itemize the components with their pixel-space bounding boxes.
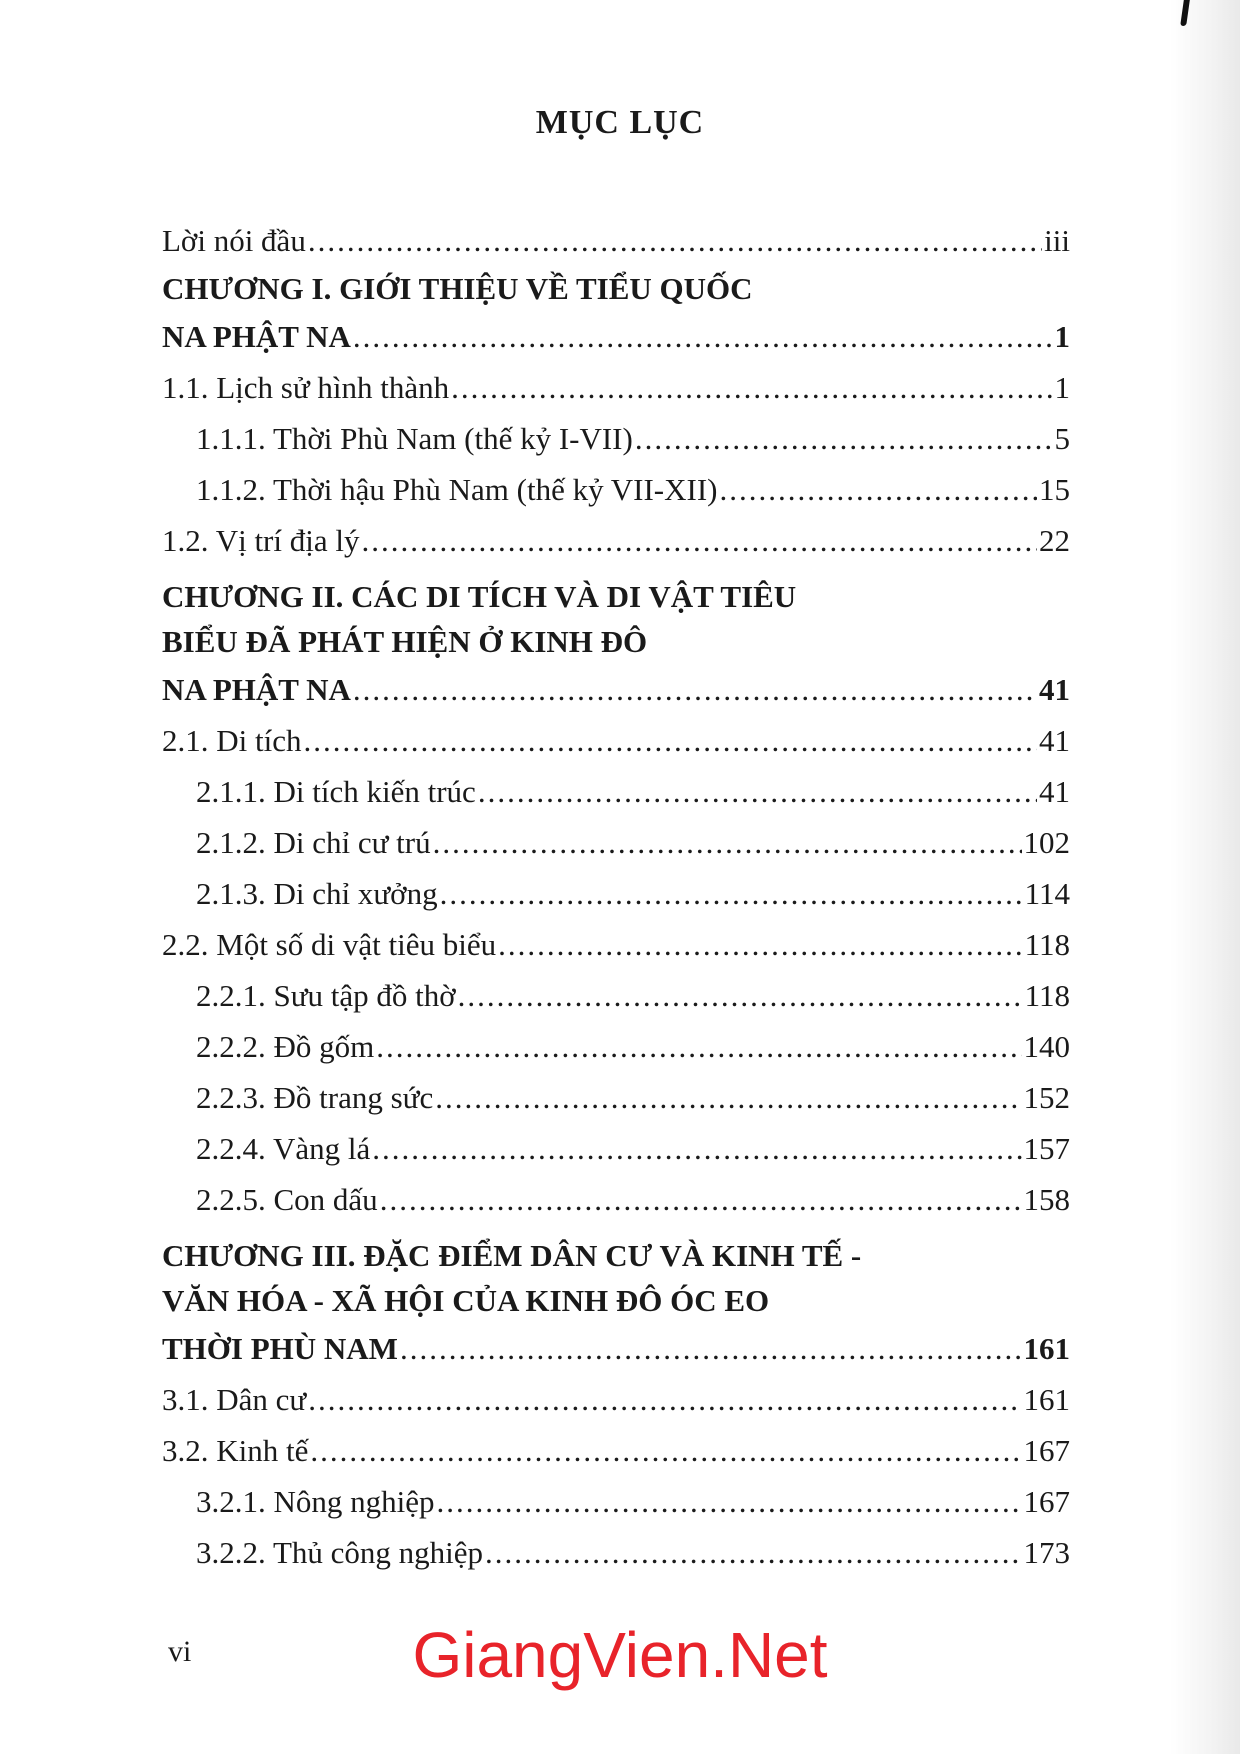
toc-entry-label: THỜI PHÙ NAM	[162, 1331, 398, 1366]
toc-entry-page: 118	[1024, 978, 1070, 1013]
dot-leader	[635, 413, 1053, 464]
toc-subsection[interactable]	[162, 1072, 1070, 1123]
dot-leader	[478, 766, 1037, 817]
toc-chapter-heading[interactable]	[162, 1233, 1070, 1278]
toc-entry-page: 41	[1039, 672, 1070, 707]
toc-entry-label: 2.2.4. Vàng lá	[196, 1131, 371, 1166]
dot-leader	[498, 919, 1023, 970]
dot-leader	[440, 868, 1023, 919]
toc-entry-label: 1.2. Vị trí địa lý	[162, 523, 360, 558]
toc-entry-page: iii	[1044, 223, 1070, 258]
toc-entry-label: NA PHẬT NA	[162, 672, 351, 707]
toc-entry-label: 2.2.1. Sưu tập đồ thờ	[196, 978, 456, 1013]
toc-subsection[interactable]	[162, 1174, 1070, 1225]
toc-entry-page: 22	[1039, 523, 1070, 558]
toc-entry-label: 2.2.2. Đồ gốm	[196, 1029, 375, 1064]
table-of-contents	[162, 215, 1070, 1578]
dot-leader	[435, 1072, 1021, 1123]
toc-entry-page: 167	[1023, 1484, 1070, 1519]
toc-subsection[interactable]	[162, 766, 1070, 817]
dot-leader	[437, 1476, 1022, 1527]
toc-chapter-1[interactable]	[162, 311, 1070, 362]
toc-chapter-heading[interactable]	[162, 266, 1070, 311]
dot-leader	[308, 1374, 1021, 1425]
toc-entry-label: Lời nói đầu	[162, 223, 306, 258]
dot-leader	[376, 1021, 1021, 1072]
dot-leader	[361, 515, 1037, 566]
toc-subsection[interactable]	[162, 1123, 1070, 1174]
toc-subsection[interactable]	[162, 1021, 1070, 1072]
toc-subsection[interactable]	[162, 970, 1070, 1021]
toc-chapter-heading[interactable]	[162, 574, 1070, 619]
toc-entry-label: 3.2.1. Nông nghiệp	[196, 1484, 435, 1519]
dot-leader	[304, 715, 1038, 766]
toc-entry-label: 3.2.2. Thủ công nghiệp	[196, 1535, 484, 1570]
toc-entry-label: NA PHẬT NA	[162, 319, 351, 354]
toc-subsection[interactable]	[162, 817, 1070, 868]
toc-entry-page: 157	[1023, 1131, 1070, 1166]
toc-entry-label: 2.1. Di tích	[162, 723, 302, 758]
toc-entry-label: BIỂU ĐÃ PHÁT HIỆN Ở KINH ĐÔ	[162, 624, 648, 659]
toc-entry-page: 167	[1023, 1433, 1070, 1468]
toc-entry-label: VĂN HÓA - XÃ HỘI CỦA KINH ĐÔ ÓC EO	[162, 1283, 770, 1318]
toc-entry-label: 1.1.1. Thời Phù Nam (thế kỷ I-VII)	[196, 421, 633, 456]
toc-entry-label: CHƯƠNG III. ĐẶC ĐIỂM DÂN CƯ VÀ KINH TẾ -	[162, 1238, 862, 1273]
toc-entry-label: 1.1. Lịch sử hình thành	[162, 370, 450, 405]
dot-leader	[451, 362, 1052, 413]
toc-subsection[interactable]	[162, 1476, 1070, 1527]
toc-subsection[interactable]	[162, 868, 1070, 919]
toc-entry-label: 2.1.2. Di chỉ cư trú	[196, 825, 431, 860]
dot-leader	[353, 311, 1053, 362]
page-number: vi	[168, 1635, 192, 1668]
toc-subsection[interactable]	[162, 413, 1070, 464]
toc-entry-label: 1.1.2. Thời hậu Phù Nam (thế kỷ VII-XII)	[196, 472, 718, 507]
dot-leader	[308, 215, 1042, 266]
toc-chapter-3[interactable]	[162, 1323, 1070, 1374]
toc-section[interactable]	[162, 1425, 1070, 1476]
toc-chapter-2[interactable]	[162, 664, 1070, 715]
toc-section[interactable]	[162, 919, 1070, 970]
toc-entry-page: 173	[1023, 1535, 1070, 1570]
toc-entry-label: 3.1. Dân cư	[162, 1382, 307, 1417]
toc-entry-page: 158	[1023, 1182, 1070, 1217]
toc-entry-page: 114	[1024, 876, 1070, 911]
toc-entry-label: 2.2.5. Con dấu	[196, 1182, 378, 1217]
toc-entry-label: 2.1.3. Di chỉ xưởng	[196, 876, 438, 911]
toc-entry-page: 102	[1023, 825, 1070, 860]
toc-entry-page: 161	[1023, 1331, 1070, 1366]
toc-subsection[interactable]	[162, 1527, 1070, 1578]
toc-entry-page: 152	[1023, 1080, 1070, 1115]
dot-leader	[353, 664, 1037, 715]
toc-entry-page: 140	[1023, 1029, 1070, 1064]
toc-entry-label: 2.1.1. Di tích kiến trúc	[196, 774, 476, 809]
toc-entry-page: 1	[1054, 370, 1070, 405]
toc-entry-label: 3.2. Kinh tế	[162, 1433, 309, 1468]
toc-subsection[interactable]	[162, 464, 1070, 515]
dot-leader	[433, 817, 1022, 868]
dot-leader	[485, 1527, 1021, 1578]
toc-section[interactable]	[162, 362, 1070, 413]
toc-chapter-heading[interactable]	[162, 619, 1070, 664]
toc-section[interactable]	[162, 1374, 1070, 1425]
toc-entry-label: 2.2.3. Đồ trang sức	[196, 1080, 434, 1115]
toc-entry-label: CHƯƠNG II. CÁC DI TÍCH VÀ DI VẬT TIÊU	[162, 579, 797, 614]
toc-chapter-heading[interactable]	[162, 1278, 1070, 1323]
toc-entry-page: 161	[1023, 1382, 1070, 1417]
toc-entry-label: CHƯƠNG I. GIỚI THIỆU VỀ TIỂU QUỐC	[162, 271, 753, 306]
toc-section[interactable]	[162, 715, 1070, 766]
page-edge-shadow	[1170, 0, 1240, 1754]
toc-entry-page: 5	[1054, 421, 1070, 456]
toc-entry-page: 15	[1039, 472, 1070, 507]
dot-leader	[310, 1425, 1021, 1476]
dot-leader	[380, 1174, 1022, 1225]
dot-leader	[372, 1123, 1021, 1174]
dot-leader	[458, 970, 1023, 1021]
dot-leader	[720, 464, 1038, 515]
toc-entry-label: 2.2. Một số di vật tiêu biểu	[162, 927, 497, 962]
dot-leader	[400, 1323, 1022, 1374]
toc-entry-page: 41	[1039, 723, 1070, 758]
toc-entry-page: 1	[1054, 319, 1070, 354]
toc-entry-page: 118	[1024, 927, 1070, 962]
toc-entry-preface[interactable]	[162, 215, 1070, 266]
watermark-text: GiangVien.Net	[412, 1619, 828, 1691]
page-title: MỤC LỤC	[535, 104, 705, 141]
toc-entry-page: 41	[1039, 774, 1070, 809]
toc-section[interactable]	[162, 515, 1070, 566]
